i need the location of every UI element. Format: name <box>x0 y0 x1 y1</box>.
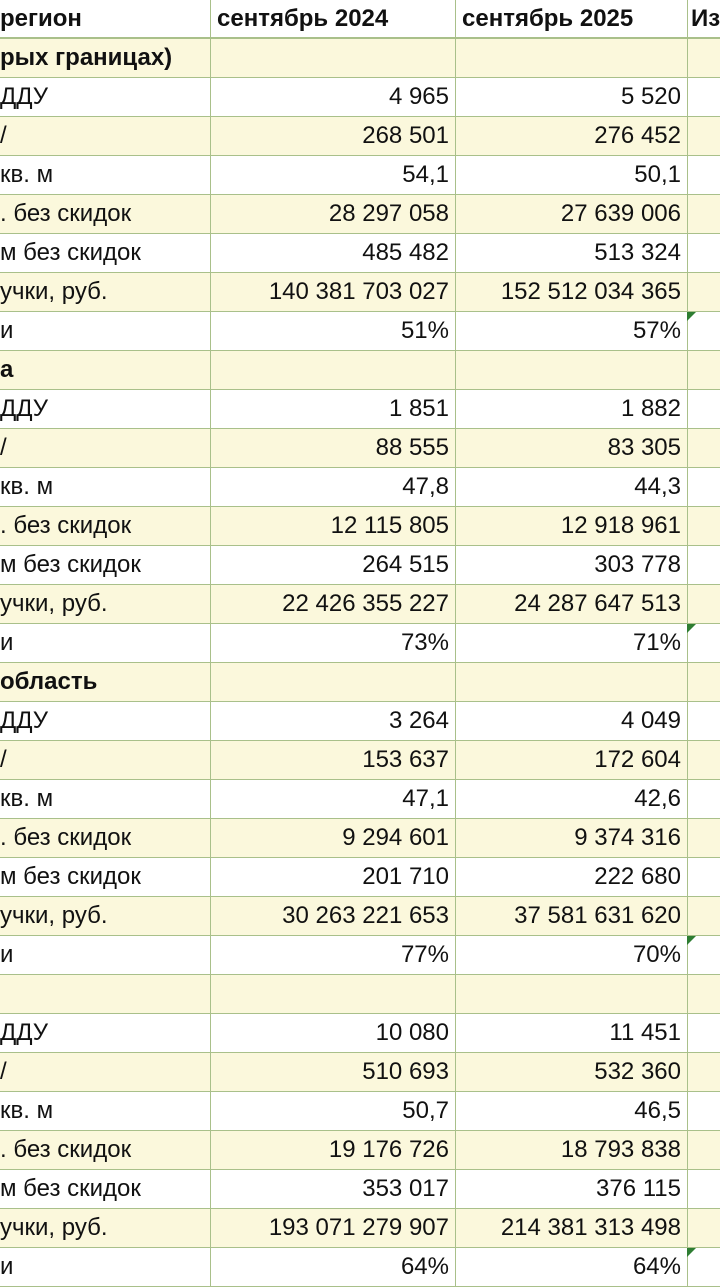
row-label-cell[interactable]: учки, руб. <box>0 1214 108 1241</box>
table-row <box>0 507 720 546</box>
value-cell-change[interactable] <box>687 975 720 1013</box>
table-row <box>0 819 720 858</box>
value-cell-2024[interactable]: 9 294 601 <box>210 819 455 857</box>
table-row <box>0 78 720 117</box>
value-cell-change[interactable] <box>687 78 720 116</box>
row-label-cell[interactable]: . без скидок <box>0 200 132 227</box>
cell-warning-flag-icon <box>687 936 696 945</box>
value-cell-2024[interactable]: 47,1 <box>210 780 455 818</box>
value-cell-2025[interactable]: 152 512 034 365 <box>455 273 687 311</box>
row-label-cell[interactable]: и <box>0 1253 14 1280</box>
section-label-cell[interactable] <box>0 975 210 1013</box>
row-label-cell[interactable]: ДДУ <box>0 83 49 110</box>
value-cell-2025[interactable]: 27 639 006 <box>455 195 687 233</box>
value-cell-2025[interactable]: 172 604 <box>455 741 687 779</box>
row-label-cell[interactable]: / <box>0 434 7 461</box>
header-cell-region[interactable]: регион <box>0 5 82 32</box>
value-cell-2025[interactable]: 44,3 <box>455 468 687 506</box>
value-cell-2025[interactable]: 11 451 <box>455 1014 687 1052</box>
value-cell-2025[interactable] <box>455 663 687 701</box>
value-cell-change[interactable] <box>687 1092 720 1130</box>
header-cell-sep-2025[interactable]: сентябрь 2025 <box>455 0 687 37</box>
value-cell-change[interactable] <box>687 390 720 428</box>
value-cell-2024[interactable]: 3 264 <box>210 702 455 740</box>
value-cell-2024[interactable]: 4 965 <box>210 78 455 116</box>
value-cell-2024[interactable]: 47,8 <box>210 468 455 506</box>
value-cell-2024[interactable]: 140 381 703 027 <box>210 273 455 311</box>
value-cell-change[interactable] <box>687 702 720 740</box>
table-row <box>0 1209 720 1248</box>
row-label-cell[interactable]: ДДУ <box>0 395 49 422</box>
value-cell-change[interactable] <box>687 1014 720 1052</box>
value-cell-change[interactable] <box>687 468 720 506</box>
section-row <box>0 663 720 702</box>
table-row <box>0 312 720 351</box>
value-cell-change[interactable] <box>687 1053 720 1091</box>
value-cell-2024[interactable]: 1 851 <box>210 390 455 428</box>
value-cell-2025[interactable]: 18 793 838 <box>455 1131 687 1169</box>
table-row <box>0 468 720 507</box>
value-cell-change[interactable] <box>687 234 720 272</box>
value-cell-2024[interactable]: 19 176 726 <box>210 1131 455 1169</box>
section-label-cell[interactable]: область <box>0 668 98 695</box>
table-row <box>0 1170 720 1209</box>
cell-warning-flag-icon <box>687 1248 696 1257</box>
section-label-cell[interactable]: а <box>0 356 14 383</box>
row-label-cell[interactable]: м без скидок <box>0 1175 141 1202</box>
section-label-cell[interactable]: рых границах) <box>0 44 173 71</box>
value-cell-2024[interactable] <box>210 975 455 1013</box>
header-cell-change[interactable]: Из <box>687 0 720 37</box>
table-row <box>0 1131 720 1170</box>
value-cell-change[interactable] <box>687 1170 720 1208</box>
table-row <box>0 897 720 936</box>
value-cell-change[interactable] <box>687 546 720 584</box>
table-row <box>0 1014 720 1053</box>
row-label-cell[interactable]: и <box>0 317 14 344</box>
value-cell-2024[interactable]: 28 297 058 <box>210 195 455 233</box>
value-cell-2025[interactable]: 24 287 647 513 <box>455 585 687 623</box>
header-row <box>0 0 720 39</box>
value-cell-2024[interactable]: 264 515 <box>210 546 455 584</box>
table-row <box>0 624 720 663</box>
cell-warning-flag-icon <box>687 624 696 633</box>
table-row <box>0 780 720 819</box>
value-cell-2024[interactable]: 64% <box>210 1248 455 1286</box>
value-cell-change[interactable] <box>687 819 720 857</box>
value-cell-2024[interactable]: 77% <box>210 936 455 974</box>
value-cell-2025[interactable]: 46,5 <box>455 1092 687 1130</box>
value-cell-2025[interactable]: 70% <box>455 936 687 974</box>
table-row <box>0 858 720 897</box>
value-cell-2024[interactable]: 510 693 <box>210 1053 455 1091</box>
value-cell-2024[interactable]: 201 710 <box>210 858 455 896</box>
table-row <box>0 195 720 234</box>
value-cell-change[interactable] <box>687 156 720 194</box>
table-row <box>0 1092 720 1131</box>
value-cell-change[interactable] <box>687 858 720 896</box>
value-cell-2024[interactable]: 485 482 <box>210 234 455 272</box>
value-cell-change[interactable] <box>687 117 720 155</box>
value-cell-2025[interactable]: 513 324 <box>455 234 687 272</box>
value-cell-2025[interactable]: 376 115 <box>455 1170 687 1208</box>
value-cell-2025[interactable]: 1 882 <box>455 390 687 428</box>
value-cell-change[interactable] <box>687 273 720 311</box>
row-label-cell[interactable]: кв. м <box>0 473 54 500</box>
row-label-cell[interactable]: и <box>0 941 14 968</box>
header-cell-sep-2024[interactable]: сентябрь 2024 <box>210 0 455 37</box>
value-cell-2024[interactable]: 73% <box>210 624 455 662</box>
value-cell-change[interactable] <box>687 1209 720 1247</box>
value-cell-change[interactable] <box>687 1131 720 1169</box>
value-cell-2025[interactable]: 83 305 <box>455 429 687 467</box>
table-row <box>0 429 720 468</box>
value-cell-2024[interactable]: 268 501 <box>210 117 455 155</box>
value-cell-2025[interactable]: 57% <box>455 312 687 350</box>
value-cell-2024[interactable]: 88 555 <box>210 429 455 467</box>
value-cell-change[interactable] <box>687 351 720 389</box>
row-label-cell[interactable]: ДДУ <box>0 707 49 734</box>
table-row <box>0 741 720 780</box>
row-label-cell[interactable]: м без скидок <box>0 551 141 578</box>
table-row <box>0 390 720 429</box>
value-cell-2025[interactable]: 50,1 <box>455 156 687 194</box>
value-cell-2024[interactable]: 54,1 <box>210 156 455 194</box>
row-label-cell[interactable]: учки, руб. <box>0 902 108 929</box>
value-cell-2025[interactable]: 12 918 961 <box>455 507 687 545</box>
row-label-cell[interactable]: м без скидок <box>0 239 141 266</box>
value-cell-2025[interactable] <box>455 351 687 389</box>
value-cell-2025[interactable]: 37 581 631 620 <box>455 897 687 935</box>
row-label-cell[interactable]: учки, руб. <box>0 590 108 617</box>
value-cell-2025[interactable]: 303 778 <box>455 546 687 584</box>
table-row <box>0 156 720 195</box>
value-cell-2025[interactable]: 42,6 <box>455 780 687 818</box>
value-cell-change[interactable] <box>687 741 720 779</box>
cell-warning-flag-icon <box>687 312 696 321</box>
table-row <box>0 234 720 273</box>
row-label-cell[interactable]: / <box>0 1058 7 1085</box>
value-cell-2025[interactable] <box>455 39 687 77</box>
section-row <box>0 975 720 1014</box>
value-cell-2025[interactable]: 276 452 <box>455 117 687 155</box>
table-row <box>0 273 720 312</box>
value-cell-2024[interactable]: 22 426 355 227 <box>210 585 455 623</box>
value-cell-2025[interactable]: 5 520 <box>455 78 687 116</box>
row-label-cell[interactable]: кв. м <box>0 1097 54 1124</box>
value-cell-change[interactable] <box>687 39 720 77</box>
value-cell-change[interactable] <box>687 507 720 545</box>
value-cell-2025[interactable]: 222 680 <box>455 858 687 896</box>
row-label-cell[interactable]: учки, руб. <box>0 278 108 305</box>
row-label-cell[interactable]: / <box>0 122 7 149</box>
value-cell-2024[interactable]: 50,7 <box>210 1092 455 1130</box>
value-cell-change[interactable] <box>687 663 720 701</box>
table-row <box>0 117 720 156</box>
row-label-cell[interactable]: / <box>0 746 7 773</box>
value-cell-2025[interactable] <box>455 975 687 1013</box>
value-cell-change[interactable] <box>687 897 720 935</box>
table-row <box>0 936 720 975</box>
table-row <box>0 702 720 741</box>
section-row <box>0 39 720 78</box>
row-label-cell[interactable]: . без скидок <box>0 1136 132 1163</box>
value-cell-2025[interactable]: 71% <box>455 624 687 662</box>
row-label-cell[interactable]: кв. м <box>0 785 54 812</box>
value-cell-2024[interactable]: 30 263 221 653 <box>210 897 455 935</box>
value-cell-2025[interactable]: 4 049 <box>455 702 687 740</box>
value-cell-2024[interactable] <box>210 663 455 701</box>
value-cell-2024[interactable] <box>210 351 455 389</box>
value-cell-2024[interactable]: 353 017 <box>210 1170 455 1208</box>
table-row <box>0 546 720 585</box>
section-row <box>0 351 720 390</box>
table-row <box>0 585 720 624</box>
table-row <box>0 1053 720 1092</box>
row-label-cell[interactable]: ДДУ <box>0 1019 49 1046</box>
value-cell-2024[interactable] <box>210 39 455 77</box>
table-row <box>0 1248 720 1287</box>
value-cell-change[interactable] <box>687 780 720 818</box>
value-cell-change[interactable] <box>687 429 720 467</box>
value-cell-change[interactable] <box>687 585 720 623</box>
row-label-cell[interactable]: . без скидок <box>0 824 132 851</box>
value-cell-change[interactable] <box>687 195 720 233</box>
value-cell-2024[interactable]: 193 071 279 907 <box>210 1209 455 1247</box>
value-cell-2024[interactable]: 12 115 805 <box>210 507 455 545</box>
value-cell-2025[interactable]: 532 360 <box>455 1053 687 1091</box>
value-cell-2025[interactable]: 214 381 313 498 <box>455 1209 687 1247</box>
row-label-cell[interactable]: . без скидок <box>0 512 132 539</box>
value-cell-2025[interactable]: 9 374 316 <box>455 819 687 857</box>
value-cell-2024[interactable]: 10 080 <box>210 1014 455 1052</box>
value-cell-2024[interactable]: 51% <box>210 312 455 350</box>
value-cell-2025[interactable]: 64% <box>455 1248 687 1286</box>
row-label-cell[interactable]: м без скидок <box>0 863 141 890</box>
row-label-cell[interactable]: и <box>0 629 14 656</box>
row-label-cell[interactable]: кв. м <box>0 161 54 188</box>
value-cell-2024[interactable]: 153 637 <box>210 741 455 779</box>
